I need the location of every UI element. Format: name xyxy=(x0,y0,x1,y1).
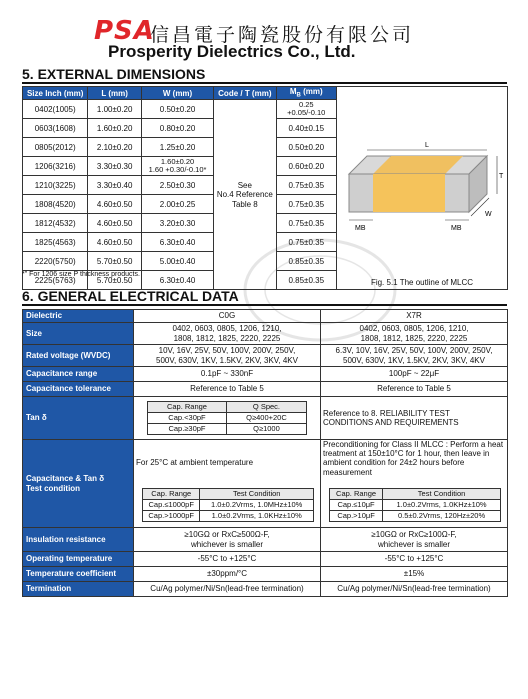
company-name-english: Prosperity Dielectrics Co., Ltd. xyxy=(108,42,356,61)
table-row xyxy=(23,528,508,552)
x7r-cell: ≥10GΩ or RxC≥100Ω-F, whichever is smaller xyxy=(321,528,508,552)
x7r-cell: 6.3V, 10V, 16V, 25V, 50V, 100V, 200V, 250V, 500V, 630V, 1KV, 1.5KV, 2KV, 3KV, 4KV xyxy=(321,345,508,367)
table-row xyxy=(23,582,508,597)
section-divider xyxy=(22,82,507,84)
col-header-mb: $M_B$ (mm) xyxy=(276,87,336,100)
mb-cell: 0.50±0.20 xyxy=(276,138,336,157)
size-cell: 1812(4532) xyxy=(23,214,88,233)
thickness-label: T xyxy=(499,173,504,181)
l-cell: 4.60±0.50 xyxy=(88,233,142,252)
sub-header: Cap. Range xyxy=(330,489,383,500)
mlcc-outline-drawing xyxy=(337,118,507,278)
mb-cell: 0.75±0.35 xyxy=(276,233,336,252)
sub-cell: Cap.>10μF xyxy=(330,511,383,522)
w-cell: 1.60±0.20 1.60 +0.30/-0.10* xyxy=(141,157,213,176)
mb-cell: 0.25 +0.05/-0.10 xyxy=(276,100,336,119)
w-cell: 2.50±0.30 xyxy=(141,176,213,195)
w-cell: 6.30±0.40 xyxy=(141,271,213,290)
x7r-cell xyxy=(321,440,508,528)
w-cell: 0.50±0.20 xyxy=(141,100,213,119)
c0g-cell: C0G xyxy=(134,310,321,323)
l-cell: 1.00±0.20 xyxy=(88,100,142,119)
q-spec-table xyxy=(147,401,307,435)
sub-cell: Q≥400+20C xyxy=(226,413,306,424)
c0g-cell: 0.1pF ~ 330nF xyxy=(134,367,321,382)
size-cell: 0805(2012) xyxy=(23,138,88,157)
w-cell: 3.20±0.30 xyxy=(141,214,213,233)
col-header-code-t: Code / T (mm) xyxy=(214,87,276,100)
c0g-cell: Reference to Table 5 xyxy=(134,382,321,397)
width-label: W xyxy=(485,211,492,219)
col-header-l: L (mm) xyxy=(88,87,142,100)
row-label: Capacitance tolerance xyxy=(23,382,134,397)
figure-caption: Fig. 5.1 The outline of MLCC xyxy=(370,278,474,288)
x7r-test-text: Preconditioning for Class II MLCC : Perform a heat treatment at 150±10°C for 1 hour, then leave in ambient condition for 24±2 hours before measurement xyxy=(323,440,504,477)
sub-header: Cap. Range xyxy=(143,489,200,500)
mb-cell: 0.75±0.35 xyxy=(276,195,336,214)
c0g-cell: ≥10GΩ or RxC≥500Ω-F, whichever is smaller xyxy=(134,528,321,552)
electrical-data-table xyxy=(22,309,508,597)
l-cell: 2.10±0.20 xyxy=(88,138,142,157)
c0g-cell: 10V, 16V, 25V, 50V, 100V, 200V, 250V, 500V, 630V, 1KV, 1.5KV, 2KV, 3KV, 4KV xyxy=(134,345,321,367)
c0g-cell xyxy=(134,440,321,528)
mb-cell: 0.40±0.15 xyxy=(276,119,336,138)
x7r-cell: Reference to Table 5 xyxy=(321,382,508,397)
section-5-title: 5. EXTERNAL DIMENSIONS xyxy=(22,66,206,82)
footnote: *" For 1206 size P thickness products. xyxy=(22,271,140,278)
c0g-cell xyxy=(134,397,321,440)
w-cell: 1.25±0.20 xyxy=(141,138,213,157)
l-cell: 1.60±0.20 xyxy=(88,119,142,138)
l-cell: 3.30±0.40 xyxy=(88,176,142,195)
l-cell: 3.30±0.30 xyxy=(88,157,142,176)
code-t-cell: See No.4 Reference Table 8 xyxy=(214,100,276,290)
size-cell: 1210(3225) xyxy=(23,176,88,195)
l-cell: 4.60±0.50 xyxy=(88,195,142,214)
table-row xyxy=(23,397,508,440)
mb-cell: 0.75±0.35 xyxy=(276,176,336,195)
row-label: Operating temperature xyxy=(23,552,134,567)
w-cell: 6.30±0.40 xyxy=(141,233,213,252)
band-label-left: MB xyxy=(355,225,366,233)
test-condition-table xyxy=(329,488,501,522)
company-logo: PSA xyxy=(94,16,155,46)
size-cell: 1808(4520) xyxy=(23,195,88,214)
sub-cell: Cap.>1000pF xyxy=(143,511,200,522)
x7r-cell: -55°C to +125°C xyxy=(321,552,508,567)
size-cell: 0402(1005) xyxy=(23,100,88,119)
c0g-cell: -55°C to +125°C xyxy=(134,552,321,567)
l-cell: 5.70±0.50 xyxy=(88,252,142,271)
section-divider xyxy=(22,304,507,306)
c0g-cell: 0402, 0603, 0805, 1206, 1210, 1808, 1812, 1825, 2220, 2225 xyxy=(134,323,321,345)
col-header-size: Size Inch (mm) xyxy=(23,87,88,100)
w-cell: 2.00±0.25 xyxy=(141,195,213,214)
x7r-cell: X7R xyxy=(321,310,508,323)
row-label: Rated voltage (WVDC) xyxy=(23,345,134,367)
sub-header: Q Spec. xyxy=(226,402,306,413)
sub-cell: Cap.≤1000pF xyxy=(143,500,200,511)
length-label: L xyxy=(425,142,429,150)
c0g-cell: ±30ppm/°C xyxy=(134,567,321,582)
w-cell: 5.00±0.40 xyxy=(141,252,213,271)
x7r-cell: 0402, 0603, 0805, 1206, 1210, 1808, 1812, 1825, 2220, 2225 xyxy=(321,323,508,345)
table-row xyxy=(23,367,508,382)
table-row xyxy=(23,345,508,367)
l-cell: 4.60±0.50 xyxy=(88,214,142,233)
sub-header: Test Condition xyxy=(383,489,501,500)
table-row xyxy=(23,310,508,323)
sub-cell: Cap.<30pF xyxy=(148,413,227,424)
row-label: Temperature coefficient xyxy=(23,567,134,582)
size-cell: 1825(4563) xyxy=(23,233,88,252)
sub-cell: Cap.≥30pF xyxy=(148,424,227,435)
row-label: Tan δ xyxy=(23,397,134,440)
table-row xyxy=(23,567,508,582)
sub-header: Test Condition xyxy=(200,489,314,500)
mb-cell: 0.60±0.20 xyxy=(276,157,336,176)
mb-cell: 0.75±0.35 xyxy=(276,214,336,233)
mlcc-outline-figure xyxy=(337,87,508,290)
col-header-w: W (mm) xyxy=(141,87,213,100)
sub-cell: 1.0±0.2Vrms, 1.0KHz±10% xyxy=(200,511,314,522)
row-label: Capacitance & Tan δ Test condition xyxy=(23,440,134,528)
size-cell: 1206(3216) xyxy=(23,157,88,176)
row-label: Size xyxy=(23,323,134,345)
table-row xyxy=(23,440,508,528)
x7r-cell: 100pF ~ 22μF xyxy=(321,367,508,382)
row-label: Termination xyxy=(23,582,134,597)
page-header xyxy=(0,0,528,68)
dimensions-table xyxy=(22,86,508,290)
size-cell: 2220(5750) xyxy=(23,252,88,271)
c0g-test-text: For 25°C at ambient temperature xyxy=(136,458,254,468)
sub-cell: 0.5±0.2Vrms, 120Hz±20% xyxy=(383,511,501,522)
row-label: Dielectric xyxy=(23,310,134,323)
section-6-title: 6. GENERAL ELECTRICAL DATA xyxy=(22,288,239,304)
row-label: Insulation resistance xyxy=(23,528,134,552)
c0g-cell: Cu/Ag polymer/Ni/Sn(lead-free termination) xyxy=(134,582,321,597)
sub-header: Cap. Range xyxy=(148,402,227,413)
row-label: Capacitance range xyxy=(23,367,134,382)
size-cell: 0603(1608) xyxy=(23,119,88,138)
table-header-row xyxy=(23,87,508,100)
mb-cell: 0.85±0.35 xyxy=(276,252,336,271)
table-row xyxy=(23,382,508,397)
sub-cell: 1.0±0.2Vrms, 1.0KHz±10% xyxy=(383,500,501,511)
l-cell: 5.70±0.50 xyxy=(88,271,142,290)
sub-cell: 1.0±0.2Vrms, 1.0MHz±10% xyxy=(200,500,314,511)
w-cell: 0.80±0.20 xyxy=(141,119,213,138)
x7r-cell: Cu/Ag polymer/Ni/Sn(lead-free termination) xyxy=(321,582,508,597)
sub-cell: Q≥1000 xyxy=(226,424,306,435)
x7r-cell: ±15% xyxy=(321,567,508,582)
mb-cell: 0.85±0.35 xyxy=(276,271,336,290)
size-cell: 2225(5763) xyxy=(23,271,88,290)
band-label-right: MB xyxy=(451,225,462,233)
company-name-chinese: 信昌電子陶瓷股份有限公司 xyxy=(150,24,415,46)
table-row xyxy=(23,323,508,345)
x7r-cell: Reference to 8. RELIABILITY TEST CONDITIONS AND REQUIREMENTS xyxy=(321,397,508,440)
table-row xyxy=(23,552,508,567)
test-condition-table xyxy=(142,488,314,522)
sub-cell: Cap.≤10μF xyxy=(330,500,383,511)
